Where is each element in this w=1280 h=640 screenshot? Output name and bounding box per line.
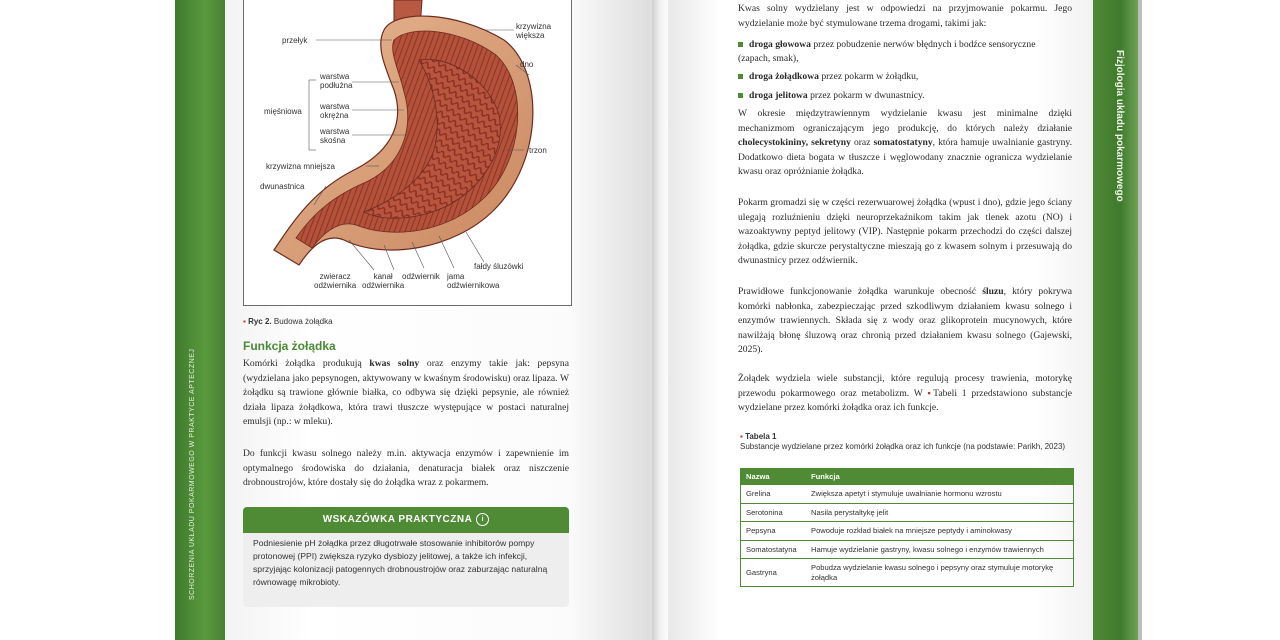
p1-text-c: oraz enzymy takie jak: pepsyna (wydzielana jako pepsynogen, aktywowany w kwaśnym środowisku) oraz lipaza. W żołądku są trawione głównie białka, co odbywa się dzięki pepsynie, ale również działa lipaza żołądkowa, która trawi tłuszcze występujące w postaci naturalnej emulsji (np.: w mleku). <box>243 358 569 427</box>
section-paragraph-1 <box>243 357 569 430</box>
inter-bold-b: cholecystokininy, sekretyny <box>738 137 851 148</box>
cell-name: Gastryna <box>741 559 807 587</box>
cover-edge <box>1138 0 1142 640</box>
label-trzon: trzon <box>529 146 547 155</box>
inter-text-c: oraz <box>850 137 874 148</box>
section-paragraph-2: Do funkcji kwasu solnego należy m.in. aktywacja enzymów i zapewnienie im optymalnego środowiska do działania, denaturacja białek oraz niszczenie drobnoustrojów, które dostały się do żołądka wraz z pokarmem. <box>243 448 569 488</box>
table-row <box>741 522 1074 541</box>
tip-title: WSKAZÓWKA PRAKTYCZNA <box>322 514 473 525</box>
stomach-illustration <box>244 0 571 305</box>
right-cover-spine <box>1093 0 1138 640</box>
cell-function: Hamuje wydzielanie gastryny, kwasu solnego i enzymów trawiennych <box>806 540 1074 559</box>
cell-name: Serotonina <box>741 503 807 522</box>
label-krzywizna-wieksza: krzywizna większa <box>516 22 552 40</box>
label-przelyk: przełyk <box>282 36 308 45</box>
table-caption <box>740 432 1070 452</box>
label-dno: dno <box>520 60 534 69</box>
cell-function: Powoduje rozkład białek na mniejsze peptydy i aminokwasy <box>806 522 1074 541</box>
section-title: Funkcja żołądka <box>243 339 336 353</box>
table-row <box>741 559 1074 587</box>
table-header-row <box>741 469 1074 485</box>
label-dwunastnica: dwunastnica <box>260 182 305 191</box>
bullet-marker <box>738 93 743 98</box>
caption-label: Ryc 2. <box>248 317 272 326</box>
label-miesniowa: mięśniowa <box>264 107 302 116</box>
paragraph-food: Pokarm gromadzi się w części rezerwuarowej żołądka (wpust i dno), gdzie jego ściany ulegają rozluźnieniu dzięki neuroprzekaźnikom takim jak tlenek azotu (NO) i wazoaktywny peptyd jelitowy (VIP). Następnie pokarm przechodzi do części dalszej żołądka, gdzie skurcze perystaltyczne mieszają go z kwasem solnym i przesuwają do dwunastnicy przez odźwiernik. <box>738 197 1072 266</box>
inter-text-e: , która hamuje uwalnianie gastryny. Dodatkowo dieta bogata w tłuszcze i węglowodany znacznie ogranicza wydzielanie kwasu oraz opróżnianie żołądka. <box>738 137 1072 177</box>
column-header-name: Nazwa <box>741 469 807 485</box>
cell-function: Zwiększa apetyt i stymuluje uwalnianie hormonu wzrostu <box>806 485 1074 504</box>
label-warstwa-podluzna: warstwa podłużna <box>320 72 353 90</box>
bullet-item <box>738 89 1068 103</box>
tip-header <box>243 507 569 533</box>
table-caption-bullet: ▪ <box>740 432 746 441</box>
bullet-text: przez pobudzenie nerwów błędnych i bodźce sensoryczne (zapach, smak), <box>738 39 1036 64</box>
bullet-bold: droga głowowa <box>749 39 811 50</box>
cell-name: Pepsyna <box>741 522 807 541</box>
table-row <box>741 485 1074 504</box>
figure-caption <box>243 317 333 326</box>
paragraph-substances <box>738 372 1072 416</box>
p1-bold: kwas solny <box>369 358 420 369</box>
bullet-text: przez pokarm w żołądku, <box>818 71 919 82</box>
label-warstwa-skosna: warstwa skośna <box>320 127 350 145</box>
label-faldy-sluzowki: fałdy śluzówki <box>474 262 524 271</box>
label-jama: jama odźwiernikowa <box>447 272 500 290</box>
bullet-text: przez pokarm w dwunastnicy. <box>807 90 925 101</box>
mucus-bold: śluzu <box>982 286 1004 297</box>
cell-function: Nasila perystaltykę jelit <box>806 503 1074 522</box>
label-krzywizna-mniejsza: krzywizna mniejsza <box>266 162 335 171</box>
p1-text-a: Komórki żołądka produkują <box>243 358 370 369</box>
label-kanal: kanał odźwiernika <box>362 272 405 290</box>
bullet-marker <box>738 74 743 79</box>
practical-tip-box <box>243 507 569 607</box>
table-caption-text: Substancje wydzielane przez komórki żołądka oraz ich funkcje (na podstawie: Parikh, 2023) <box>740 442 1066 451</box>
info-icon: i <box>476 513 489 526</box>
inter-text-a: W okresie międzytrawiennym wydzielanie kwasu jest minimalne dzięki mechanizmom ograniczającym jego produkcję, do których należy działanie <box>738 108 1072 134</box>
subst-text-a: Żołądek wydziela wiele substancji, które regulują procesy trawienia, motorykę przewodu pokarmowego oraz metabolizm. W <box>738 373 1072 399</box>
bullet-item <box>738 38 1068 66</box>
mucus-text-c: , który pokrywa komórki nabłonka, zabezpieczając przed szkodliwym działaniem kwasu solnego i enzymów trawiennych. Składa się z wody oraz glikoprotein mucynowych, które nawilżają błonę śluzową oraz chronią przed działaniem kwasu solnego (Gajewski, 2025). <box>738 286 1073 355</box>
mucus-text-a: Prawidłowe funkcjonowanie żołądka warunkuje obecność <box>738 286 983 297</box>
subst-text-b: Tabeli 1 przedstawiono substancje wydzielane przez komórki żołądka oraz ich funkcje. <box>738 387 1072 413</box>
paragraph-mucus <box>738 285 1072 358</box>
inter-bold-d: somatostatyny <box>873 137 933 148</box>
stomach-figure <box>243 0 572 306</box>
substances-table <box>740 468 1074 587</box>
left-spine-title: SCHORZENIA UKŁADU POKARMOWEGO W PRAKTYCE APTECZNEJ <box>189 348 196 600</box>
bullet-bold: droga jelitowa <box>749 90 808 101</box>
table-row <box>741 540 1074 559</box>
tip-text: Podniesienie pH żołądka przez długotrwałe stosowanie inhibitorów pompy protonowej (PPI) zwiększa ryzyko dysbiozy jelitowej, a także ich infekcji, sprzyjając kolonizacji patogennych drobnoustrojów oraz zaburzając naturalną równowagę mikrobioty. <box>253 538 548 587</box>
label-odzwiernik: odźwiernik <box>402 272 440 281</box>
cell-name: Somatostatyna <box>741 540 807 559</box>
caption-bullet: ▪ <box>243 317 249 326</box>
bullet-item <box>738 70 1068 84</box>
paragraph-interdigestive <box>738 107 1072 180</box>
label-warstwa-okrezna: warstwa okrężna <box>320 102 350 120</box>
bullet-marker <box>738 42 743 47</box>
table-row <box>741 503 1074 522</box>
caption-text: Budowa żołądka <box>273 317 333 326</box>
label-zwieracz: zwieracz odźwiernika <box>314 272 357 290</box>
table-label: Tabela 1 <box>745 432 777 441</box>
cell-name: Grelina <box>741 485 807 504</box>
column-header-function: Funkcja <box>806 469 1074 485</box>
left-cover-spine <box>175 0 225 640</box>
right-intro: Kwas solny wydzielany jest w odpowiedzi na przyjmowanie pokarmu. Jego wydzielanie może być stymulowane trzema drogami, takimi jak: <box>738 3 1072 29</box>
table-ref-marker: ▪ <box>927 387 934 399</box>
right-spine-title: Fizjologia układu pokarmowego <box>1114 50 1125 202</box>
cell-function: Pobudza wydzielanie kwasu solnego i pepsyny oraz stymuluje motorykę żołądka <box>806 559 1074 587</box>
bullet-bold: droga żołądkowa <box>749 71 819 82</box>
